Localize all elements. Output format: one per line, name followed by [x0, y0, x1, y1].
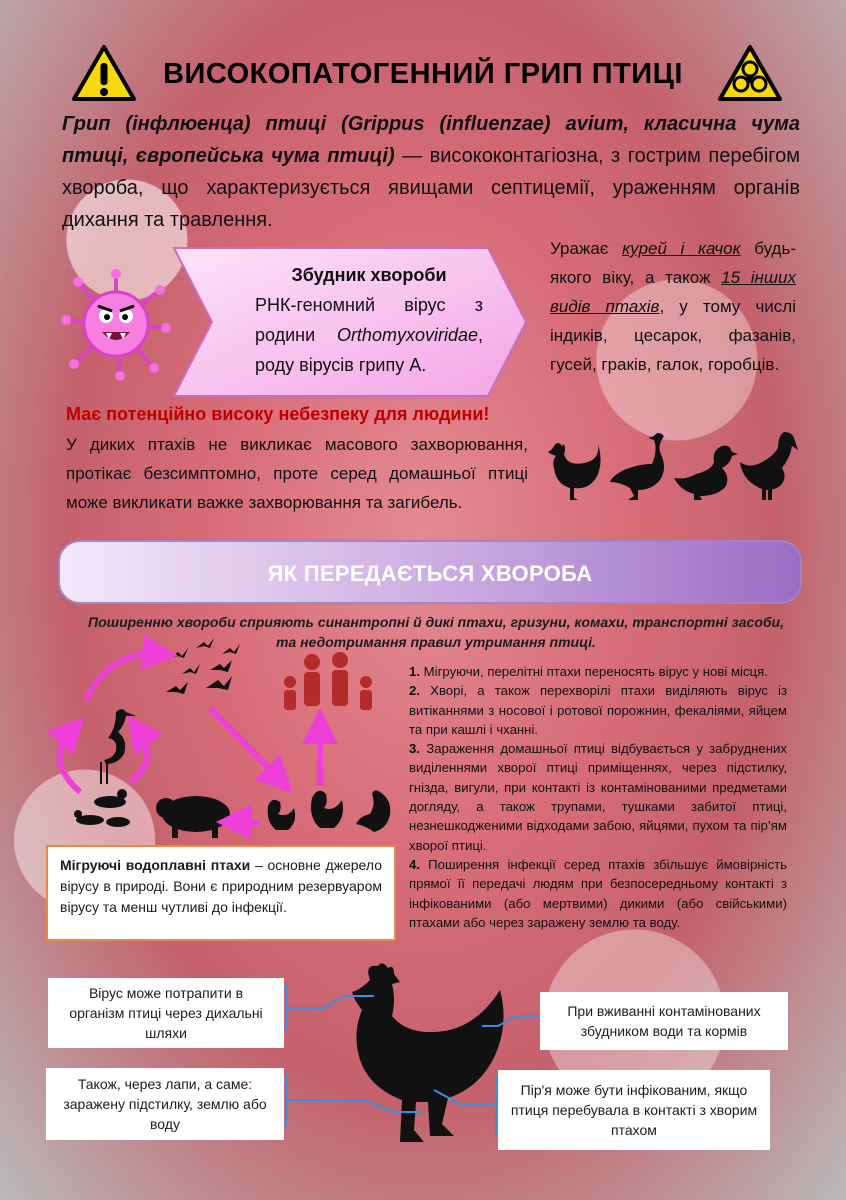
callout-feed: При вживанні контамінованих збудником води та кормів [540, 992, 788, 1050]
callout-feet: Також, через лапи, а саме: заражену підстилку, землю або воду [46, 1068, 284, 1140]
family-icon [284, 652, 372, 710]
turkey-icon [738, 428, 802, 504]
intro-text: — висококонтагіозна, з гострим перебігом хвороба, що характеризується явищами септицемії, ураженням органів дихання та травлення. [62, 145, 800, 231]
spread-factors-line2: та недотримання правил утримання птиці. [276, 634, 596, 650]
virus-icon [60, 268, 172, 380]
goose-small-icon [356, 790, 390, 832]
transmission-diagram [30, 630, 410, 840]
step-4: 4. Поширення інфекції серед птахів збільшує ймовірність прямої її передачі людям при безпосередньому контакті з інфікованими (або мертвими) дикими (або свійськими) птахами або через заражену землю та воду. [409, 856, 787, 930]
danger-warning: Має потенційно високу небезпеку для людини! [66, 404, 490, 424]
affects-hosts-primary: курей і качок [622, 239, 741, 258]
chicken-icon [544, 438, 602, 502]
hen-small-icon [268, 800, 295, 830]
pathogen-family: Orthomyxoviridae [336, 325, 478, 345]
migratory-birds-box [46, 845, 396, 941]
callout-feathers: Пір'я може бути інфікованим, якщо птиця перебувала в контакті з хворим птахом [498, 1070, 770, 1150]
pig-icon [156, 796, 230, 838]
goose-icon [608, 430, 672, 502]
affects-post: , у тому числі індиків, цесарок, фазанів, гусей, граків, галок, горобців. [550, 297, 797, 374]
step-2: 2. Хворі, а також перехворілі птахи виділяють вірус із витіканнями з носової і ротової порожнин, фекаліями, яйцем та при кашлі і чханні. [409, 683, 787, 737]
heron-icon [100, 709, 136, 784]
wild-birds-note: У диких птахів не викликає масового захворювання, протікає безсимптомно, проте серед домашньої птиці може викликати важке захворювання та загибель. [66, 435, 528, 512]
flock-icon [166, 638, 240, 694]
rooster-icon [311, 791, 343, 828]
page-title: ВИСОКОПАТОГЕННИЙ ГРИП ПТИЦІ [163, 58, 683, 90]
affected-species [550, 234, 796, 379]
disease-names: Грип (інфлюенца) птиці (Grippus (influenzae) avium, класична чума птиці, європейська чума птиці) [62, 113, 800, 167]
biohazard-icon [718, 44, 782, 102]
pathogen-text-pre: РНК-геномний вірус з родини [255, 295, 483, 345]
ducks-icon [74, 789, 130, 827]
step-3: 3. Зараження домашньої птиці відбувається у забруднених виділеннями хворої птиці приміщеннях, через підстилку, гнізда, вигули, при контакті із контамінованими предметами догляду, а також трупами, тушками забитої птиці, незнешкодженими відходами забою, яйцями, пухом та пір’ям хворої птиці. [409, 741, 787, 853]
transmission-steps [409, 662, 787, 932]
intro-paragraph [62, 108, 800, 236]
migratory-title: Мігруючі водоплавні птахи [60, 857, 251, 873]
step-1: 1. Мігруючи, перелітні птахи переносять вірус у нові місця. [409, 664, 768, 679]
affects-pre: Уражає [550, 239, 623, 258]
duck-icon [672, 442, 738, 502]
spread-factors-line1: Поширенню хвороби сприяють синантропні й дикі птахи, гризуни, комахи, транспортні засоби, [88, 614, 784, 630]
affects-hosts-other: 15 інших видів птахів [550, 268, 796, 316]
pathogen-text-post: , роду вірусів грипу А. [255, 325, 483, 375]
migratory-text: – основне джерело вірусу в природі. Вони є природним резервуаром вірусу та менш чутливі до інфекції. [60, 857, 382, 915]
affects-mid: будь-якого віку, а також [550, 239, 796, 287]
pathogen-description [255, 260, 483, 380]
section-title: ЯК ПЕРЕДАЄТЬСЯ ХВОРОБА [267, 561, 593, 586]
callout-respiratory: Вірус може потрапити в організм птиці через дихальні шляхи [48, 978, 284, 1048]
pathogen-title: Збудник хвороби [291, 265, 447, 285]
